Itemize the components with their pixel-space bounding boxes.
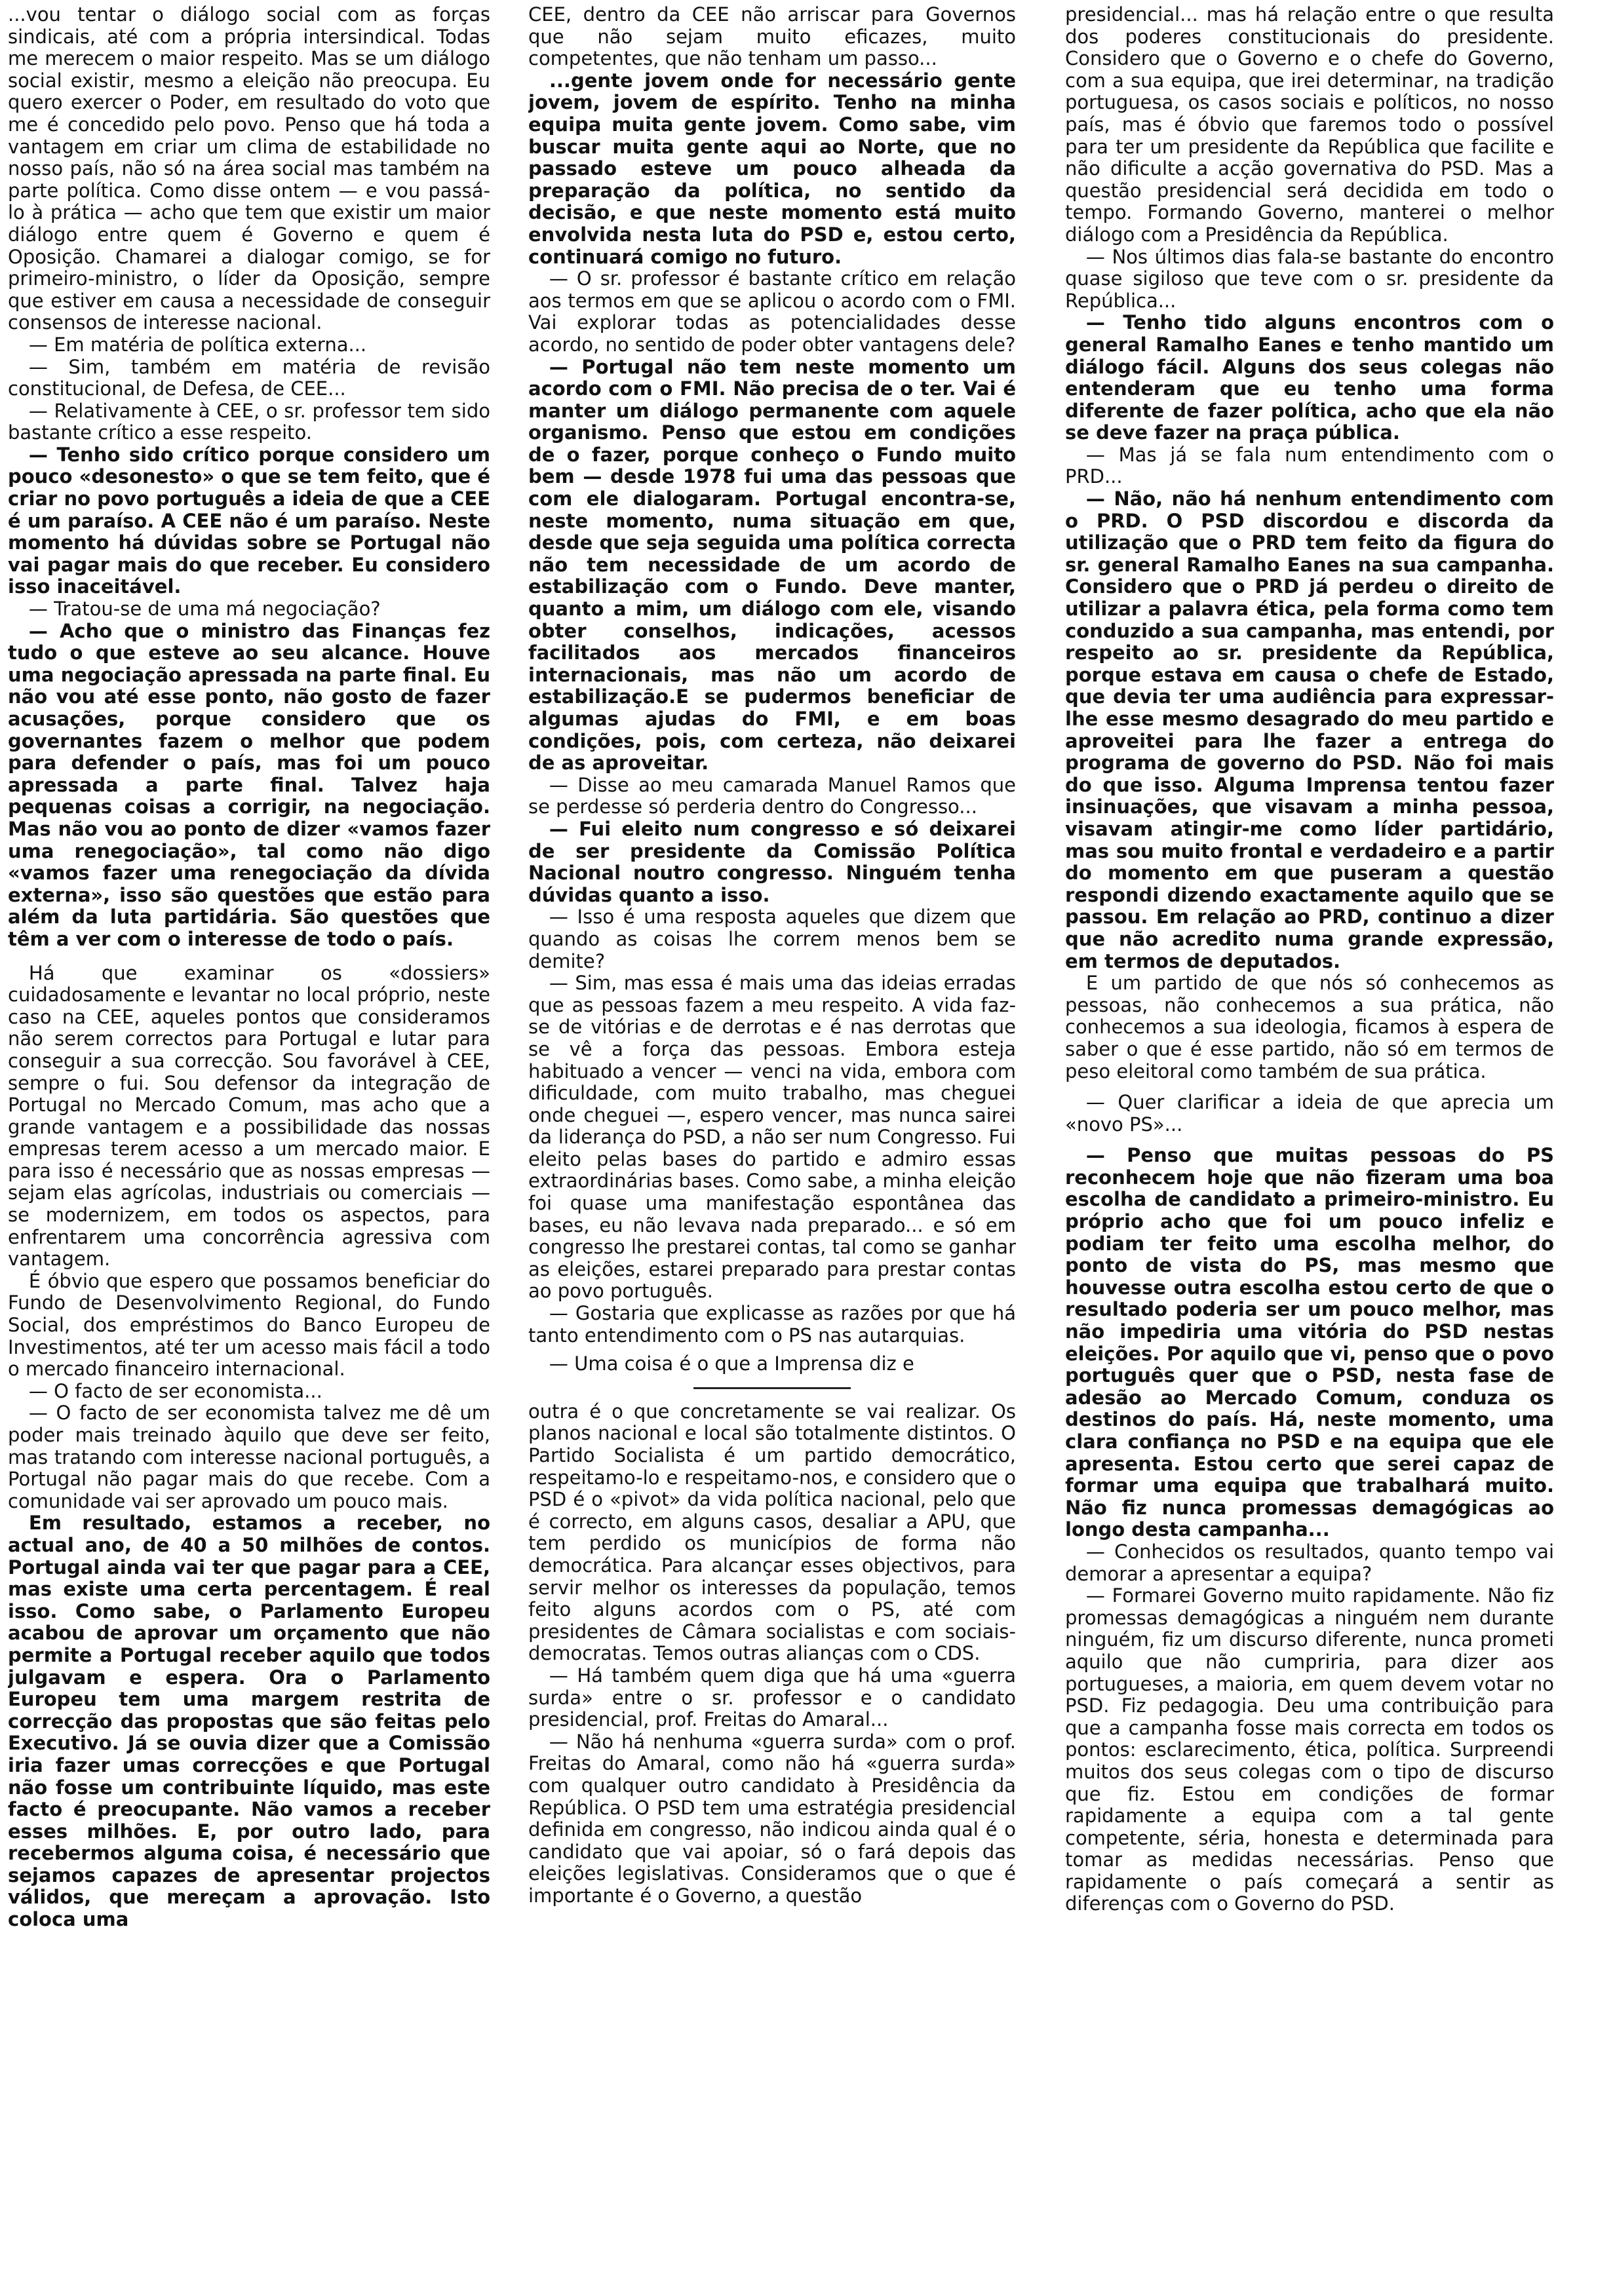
paragraph: Há que examinar os «dossiers» cuidadosamente e levantar no local próprio, neste caso na CEE, aqueles pontos que consideramos não serem correctos para Portugal e lutar para conseguir a sua correcção. Sou favorável à CEE, sempre o fui. Sou defensor da integração de Portugal no Mercado Comum, mas acho que a grande vantagem e a possibilidade das nossas empresas terem acesso a um mercado maior. E para isso é necessário que as nossas empresas — sejam elas agrícolas, industriais ou comerciais — se modernizem, em todos os aspectos, para enfrentarem uma concorrência agressiva com vantagem. [8,961,490,1271]
paragraph: ...gente jovem onde for necessário gente jovem, jovem de espírito. Tenho na minha equipa muita gente jovem. Como sabe, vim buscar muita gente aqui ao Norte, que no passado esteve um pouco alheada da preparação da política, no sentido da decisão, e que neste momento está muito envolvida nesta luta do PSD e, estou certo, continuará comigo no futuro. [528,69,1016,268]
paragraph: — Acho que o ministro das Finanças fez tudo o que esteve ao seu alcance. Houve uma negociação apressada na parte final. Eu não vou até esse ponto, não gosto de fazer acusações, porque considero que os governantes fazem o melhor que podem para defender o país, mas foi um pouco apressada a parte final. Talvez haja pequenas coisas a corrigir, na negociação. Mas não vou ao ponto de dizer «vamos fazer uma renegociação», tal como não digo «vamos fazer uma renegociação da dívida externa», isso são questões que estão para além da luta partidária. São questões que têm a ver com o interesse de todo o país. [8,619,490,950]
paragraph: — Tenho sido crítico porque considero um pouco «desonesto» o que se tem feito, que é criar no povo português a ideia de que a CEE é um paraíso. A CEE não é um paraíso. Neste momento há dúvidas sobre se Portugal não vai pagar mais do que receber. Eu considero isso inaceitável. [8,443,490,598]
paragraph: presidencial... mas há relação entre o que resulta dos poderes constitucionais do presidente. Considero que o Governo e o chefe do Governo, com a sua equipa, que irei determinar, na tradição portuguesa, os casos sociais e políticos, no nosso país, mas é óbvio que faremos todo o possível para ter um presidente da República que facilite e não dificulte a acção governativa do PSD. Mas a questão presidencial será decidida em todo o tempo. Formando Governo, manterei o melhor diálogo com a Presidência da República. [1065,4,1554,246]
paragraph: — Fui eleito num congresso e só deixarei de ser presidente da Comissão Política Nacional noutro congresso. Ninguém tenha dúvidas quanto a isso. [528,817,1016,906]
paragraph: — Penso que muitas pessoas do PS reconhecem hoje que não fizeram uma boa escolha de candidato a primeiro-ministro. Eu próprio acho que foi um pouco infeliz e podiam ter feito uma escolha melhor, do ponto de vista do PS, mas mesmo que houvesse outra escolha estou certo de que o resultado poderia ser um pouco melhor, mas não impediria uma vitória do PSD nestas eleições. Por aquilo que vi, penso que o povo português quer que o PSD, nesta fase de adesão ao Mercado Comum, conduza os destinos do país. Há, neste momento, uma clara confiança no PSD e na equipa que ele apresenta. Estou certo que serei capaz de formar uma equipa que trabalhará muito. Não fiz nunca promessas demagógicas ao longo desta campanha... [1065,1144,1554,1541]
paragraph: — Portugal não tem neste momento um acordo com o FMI. Não precisa de o ter. Vai é manter um diálogo permanente com aquele organismo. Penso que estou em condições de o fazer, porque conheço o Fundo muito bem — desde 1978 fui uma das pessoas que com ele dialogaram. Portugal encontra-se, neste momento, numa situação em que, desde que seja seguida uma política correcta não tem necessidade de um acordo de estabilização com o Fundo. Deve manter, quanto a mim, um diálogo com ele, visando obter conselhos, indicações, acessos facilitados aos mercados financeiros internacionais, mas não um acordo de estabilização.E se pudermos beneficiar de algumas ajudas do FMI, e em boas condições, pois, com certeza, não deixarei de as aproveitar. [528,355,1016,775]
paragraph: — Conhecidos os resultados, quanto tempo vai demorar a apresentar a equipa? [1065,1540,1554,1585]
paragraph: É óbvio que espero que possamos beneficiar do Fundo de Desenvolvimento Regional, do Fundo Social, dos empréstimos do Banco Europeu de Investimentos, até ter um acesso mais fácil a todo o mercado financeiro internacional. [8,1269,490,1381]
paragraph: — O sr. professor é bastante crítico em relação aos termos em que se aplicou o acordo com o FMI. Vai explorar todas as potencialidades desse acordo, no sentido de poder obter vantagens dele? [528,267,1016,356]
paragraph: E um partido de que nós só conhecemos as pessoas, não conhecemos a sua prática, não conhecemos a sua ideologia, ficamos à espera de saber o que é esse partido, não só em termos de peso eleitoral como também de sua prática. [1065,972,1554,1082]
paragraph: — Quer clarificar a ideia de que aprecia um «novo PS»... [1065,1091,1554,1136]
paragraph: — Sim, mas essa é mais uma das ideias erradas que as pessoas fazem a meu respeito. A vida faz-se de vitórias e de derrotas e é nas derrotas que se vê a força das pessoas. Embora esteja habituado a vencer — venci na vida, embora com dificuldade, com muito trabalho, mas cheguei onde cheguei —, espero vencer, mas nunca sairei da liderança do PSD, a não ser num Congresso. Fui eleito pelas bases do partido e admiro essas extraordinárias bases. Como sabe, a minha eleição foi quase uma manifestação espontânea das bases, eu não levava nada preparado... e só em congresso lhe prestarei contas, tal como se ganhar as eleições, estarei preparado para prestar contas ao povo português. [528,972,1016,1303]
paragraph: — Relativamente à CEE, o sr. professor tem sido bastante crítico a esse respeito. [8,399,490,444]
paragraph: — Gostaria que explicasse as razões por que há tanto entendimento com o PS nas autarquias. [528,1302,1016,1347]
paragraph: Em resultado, estamos a receber, no actual ano, de 40 a 50 milhões de contos. Portugal ainda vai ter que pagar para a CEE, mas existe uma certa percentagem. É real isso. Como sabe, o Parlamento Europeu acabou de aprovar um orçamento que não permite a Portugal receber aquilo que todos julgavam e espera. Ora o Parlamento Europeu tem uma margem restrita de correcção das propostas que são feitas pelo Executivo. Já se ouvia dizer que a Comissão iria fazer umas correcções e que Portugal não fosse um contribuinte líquido, mas este facto é preocupante. Não vamos a receber esses milhões. E, por outro lado, para recebermos alguma coisa, é necessário que sejamos capazes de apresentar projectos válidos, que mereçam a aprovação. Isto coloca uma [8,1512,490,1931]
paragraph: — Em matéria de política externa... [28,333,367,356]
paragraph: outra é o que concretamente se vai realizar. Os planos nacional e local são totalmente distintos. O Partido Socialista é um partido democrático, respeitamo-lo e respeitamo-nos, e considero que o PSD é o «pivot» da vida política nacional, pelo que é correcto, em alguns casos, desaliar a APU, que tem perdido os municípios de forma não democrática. Para alcançar esses objectivos, para servir melhor os interesses da população, temos feito alguns acordos com o PS, até com presidentes de Câmara socialistas e com sociais-democratas. Temos outras alianças com o CDS. [528,1400,1016,1665]
paragraph: — Não, não há nenhum entendimento com o PRD. O PSD discordou e discorda da utilização que o PRD tem feito da figura do sr. general Ramalho Eanes na sua campanha. Considero que o PRD já perdeu o direito de utilizar a palavra ética, pela forma como tem conduzido a sua campanha, mas entendi, por respeito ao sr. presidente da República, porque estava em causa o chefe de Estado, que devia ter uma audiência para expressar-lhe esse mesmo desagrado do meu partido e aproveitei para lhe fazer a entrega do programa de governo do PSD. Não foi mais do que isso. Alguma Imprensa tentou fazer insinuações, que visavam a minha pessoa, visavam atingir-me como líder partidário, mas sou muito frontal e verdadeiro e a partir do momento em que puseram a questão respondi dizendo exactamente aquilo que se passou. Em relação ao PRD, continuo a dizer que não acredito numa grande expressão, em termos de deputados. [1065,488,1554,972]
paragraph: — O facto de ser economista talvez me dê um poder mais treinado àquilo que deve ser feito, mas tratando com interesse nacional português, a Portugal não pagar mais do que recebe. Com a comunidade vai ser aprovado um pouco mais. [8,1402,490,1512]
paragraph: — O facto de ser economista... [28,1379,322,1402]
paragraph: CEE, dentro da CEE não arriscar para Governos que não sejam muito eficazes, muito competentes, que não tenham um passo... [528,4,1016,70]
paragraph: ...vou tentar o diálogo social com as forças sindicais, até com a própria intersindical. Todas me merecem o maior respeito. Mas se um diálogo social existir, mesmo a eleição não preocupa. Eu quero exercer o Poder, em resultado do voto que me é concedido pelo povo. Penso que há toda a vantagem em criar um clima de estabilidade no nosso país, não só na área social mas também na parte política. Como disse ontem — e vou passá-lo à prática — acho que tem que existir um maior diálogo entre quem é Governo e quem é Oposição. Chamarei a dialogar comigo, se for primeiro-ministro, o líder da Oposição, sempre que estiver em causa a necessidade de conseguir consensos de interesse nacional. [8,4,490,334]
paragraph: — Nos últimos dias fala-se bastante do encontro quase sigiloso que teve com o sr. presidente da República... [1065,245,1554,312]
paragraph: — Isso é uma resposta aqueles que dizem que quando as coisas lhe correm menos bem se demite? [528,906,1016,972]
paragraph: — Há também quem diga que há uma «guerra surda» entre o sr. professor e o candidato presidencial, prof. Freitas do Amaral... [528,1664,1016,1731]
article-column-1 [8,4,490,2276]
article-column-2 [528,4,1016,2276]
paragraph: — Tratou-se de uma má negociação? [28,598,381,621]
paragraph: — Sim, também em matéria de revisão constitucional, de Defesa, de CEE... [8,355,490,400]
paragraph: — Formarei Governo muito rapidamente. Não fiz promessas demagógicas a ninguém nem durante ninguém, fiz um discurso diferente, nunca prometi aquilo que não cumpriria, para dizer aos portugueses, a maioria, em quem devem votar no PSD. Fiz pedagogia. Deu uma contribuição para que a campanha fosse mais correcta em todos os pontos: esclarecimento, ética, política. Surpreendi muitos dos seus colegas com o tipo de discurso que fiz. Estou em condições de formar rapidamente a equipa com a tal gente competente, séria, honesta e determinada para tomar as medidas necessárias. Penso que rapidamente o país começará a sentir as diferenças com o Governo do PSD. [1065,1584,1554,1915]
paragraph: — Disse ao meu camarada Manuel Ramos que se perdesse só perderia dentro do Congresso... [528,773,1016,818]
paragraph: — Não há nenhuma «guerra surda» com o prof. Freitas do Amaral, como não há «guerra surda» com qualquer outro candidato à Presidência da República. O PSD tem uma estratégia presidencial definida em congresso, não indicou ainda qual é o candidato que vai apoiar, só o fará depois das eleições legislativas. Consideramos que o que é importante é o Governo, a questão [528,1730,1016,1907]
paragraph: — Tenho tido alguns encontros com o general Ramalho Eanes e tenho mantido um diálogo fácil. Alguns dos seus colegas não entenderam que eu tenho uma forma diferente de fazer política, acho que ela não se deve fazer na praça pública. [1065,311,1554,444]
paragraph: — Mas já se fala num entendimento com o PRD... [1065,443,1554,488]
section-divider [693,1387,851,1389]
article-column-3 [1065,4,1554,2276]
paragraph: — Uma coisa é o que a Imprensa diz e [549,1352,914,1375]
